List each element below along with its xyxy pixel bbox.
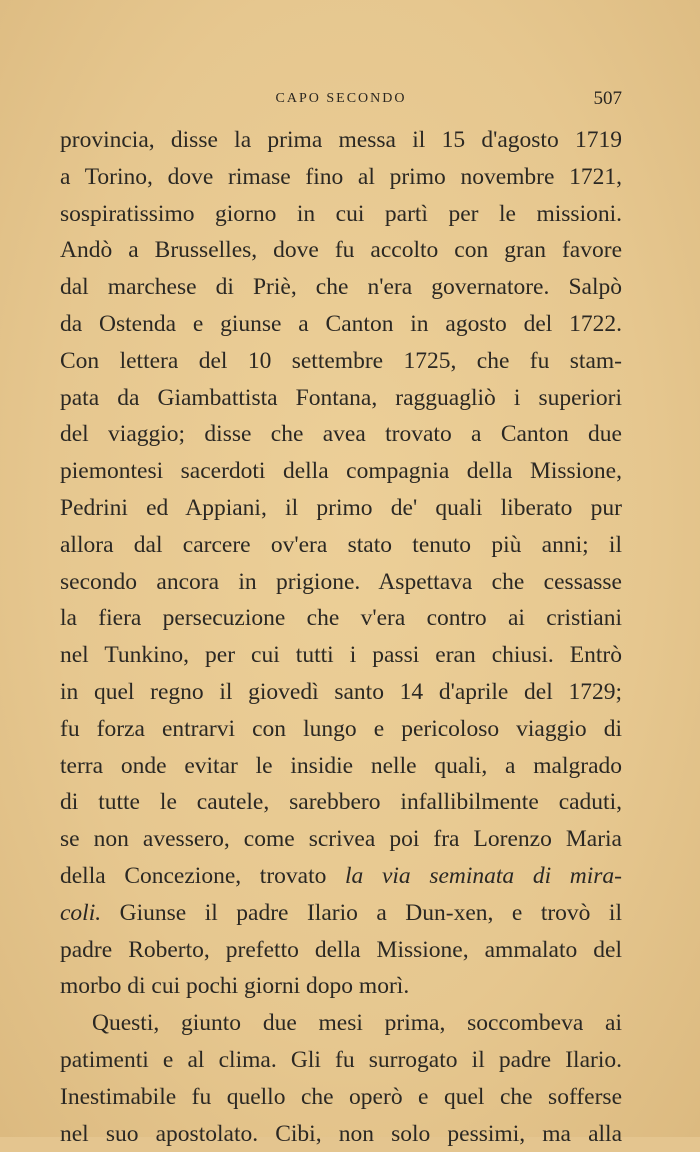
line-text: fu forza entrarvi con lungo e pericoloso viaggio di xyxy=(60,715,622,742)
line-text: Con lettera del 10 settembre 1725, che fu stam- xyxy=(60,347,622,374)
page-number: 507 xyxy=(593,88,622,109)
italic-text: la via seminata di mira- xyxy=(345,862,622,889)
body-text xyxy=(60,122,622,1152)
line-text: Andò a Brusselles, dove fu accolto con gran favore xyxy=(60,237,622,264)
line-text: se non avessero, come scrivea poi fra Lorenzo Maria xyxy=(60,826,622,853)
text-line xyxy=(60,564,622,601)
text-line xyxy=(60,232,622,269)
line-text: a Torino, dove rimase fino al primo novembre 1721, xyxy=(60,163,622,190)
text-line xyxy=(60,196,622,233)
line-text: del viaggio; disse che avea trovato a Canton due xyxy=(60,421,622,448)
text-line xyxy=(60,784,622,821)
text-line xyxy=(60,343,622,380)
text-line xyxy=(60,821,622,858)
line-text: della Concezione, trovato xyxy=(60,862,346,889)
line-text: Giunse il padre Ilario a Dun-xen, e trovò il xyxy=(101,899,622,926)
line-text: padre Roberto, prefetto della Missione, ammalato del xyxy=(60,936,622,963)
line-text: pata da Giambattista Fontana, ragguagliò i superiori xyxy=(60,384,622,411)
line-text: di tutte le cautele, sarebbero infallibilmente caduti, xyxy=(60,789,622,816)
text-line xyxy=(60,858,622,895)
text-line xyxy=(60,1116,622,1152)
text-line xyxy=(60,748,622,785)
line-text: piemontesi sacerdoti della compagnia della Missione, xyxy=(60,458,622,485)
text-line xyxy=(60,490,622,527)
line-text: patimenti e al clima. Gli fu surrogato il padre Ilario. xyxy=(60,1046,622,1073)
text-line xyxy=(60,1005,622,1042)
text-line xyxy=(60,269,622,306)
text-line xyxy=(60,453,622,490)
text-line xyxy=(60,1079,622,1116)
line-text: morbo di cui pochi giorni dopo morì. xyxy=(60,973,410,1000)
text-line xyxy=(60,380,622,417)
line-text: dal marchese di Priè, che n'era governatore. Salpò xyxy=(60,274,622,301)
line-text: da Ostenda e giunse a Canton in agosto del 1722. xyxy=(60,310,622,337)
text-line xyxy=(60,527,622,564)
line-text: provincia, disse la prima messa il 15 d'agosto 1719 xyxy=(60,127,622,153)
line-text: allora dal carcere ov'era stato tenuto più anni; il xyxy=(60,531,622,558)
text-line xyxy=(60,159,622,196)
line-text: la fiera persecuzione che v'era contro ai cristiani xyxy=(60,605,622,632)
text-line xyxy=(60,711,622,748)
text-line xyxy=(60,600,622,637)
chapter-title: CAPO SECONDO xyxy=(275,91,407,106)
line-text: secondo ancora in prigione. Aspettava che cessasse xyxy=(60,568,622,595)
text-line xyxy=(60,932,622,969)
text-line xyxy=(60,674,622,711)
text-line xyxy=(60,306,622,343)
text-line xyxy=(60,122,622,159)
running-head xyxy=(60,88,622,112)
text-line xyxy=(60,637,622,674)
line-text: Inestimabile fu quello che operò e quel che sofferse xyxy=(60,1083,622,1110)
line-text: Pedrini ed Appiani, il primo de' quali liberato pur xyxy=(60,494,622,521)
text-line xyxy=(60,968,622,1005)
line-text: terra onde evitar le insidie nelle quali, a malgrado xyxy=(60,752,622,779)
text-line xyxy=(60,416,622,453)
text-line xyxy=(60,1042,622,1079)
text-line xyxy=(60,895,622,932)
line-text: nel Tunkino, per cui tutti i passi eran chiusi. Entrò xyxy=(60,642,622,669)
line-text: nel suo apostolato. Cibi, non solo pessimi, ma alla xyxy=(60,1120,622,1147)
line-text: Questi, giunto due mesi prima, soccombeva ai xyxy=(92,1010,622,1037)
line-text: sospiratissimo giorno in cui partì per le missioni. xyxy=(60,200,622,227)
italic-text: coli. xyxy=(60,899,102,926)
line-text: in quel regno il giovedì santo 14 d'aprile del 1729; xyxy=(60,678,622,705)
